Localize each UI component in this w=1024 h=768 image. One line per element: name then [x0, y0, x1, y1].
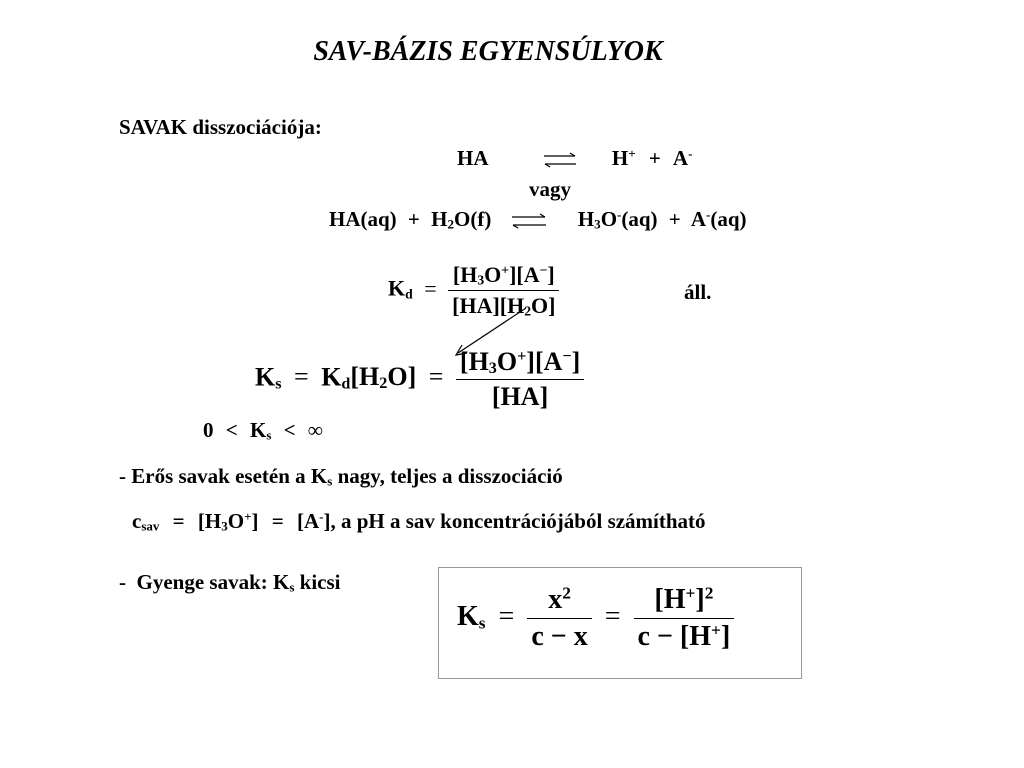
kd-denominator: $[HA][H_2O]$: [452, 293, 556, 319]
eq2-plus2: +: [668, 207, 681, 231]
ks-eq2: =: [428, 362, 444, 392]
ks-range: $0 < K_s$ < ∞: [203, 418, 323, 443]
section-heading: SAVAK disszociációja:: [119, 115, 322, 139]
kd-sub: d: [405, 286, 413, 302]
equilibrium-arrow-icon: [543, 152, 577, 168]
weak-acids-text: - Gyenge savak: $K_s$ kicsi: [119, 570, 341, 595]
or-word: vagy: [529, 177, 571, 201]
eq2-aq2: (aq): [710, 207, 747, 231]
strong-acids-text: - Erős savak esetén a $K_s$ nagy, teljes a disszociáció: [119, 464, 563, 489]
ks-formula: [255, 347, 584, 412]
ks-numerator: $[H_3O^+][A^-]$: [456, 347, 584, 380]
weak-acid-formula: $K_s$ = $\frac{x^2}{c - x}$ = $\frac{[H^+]^2}{c - [H^+]}$: [457, 584, 734, 653]
eq2-ha: HA(aq): [329, 207, 397, 231]
eq2-three: 3: [594, 216, 601, 232]
eq2-o: O: [600, 207, 618, 231]
eq2-h3: H: [577, 207, 595, 231]
eq1-h: H: [611, 146, 629, 170]
eq1-a: A: [672, 146, 689, 170]
eq1-a-charge: -: [688, 145, 693, 161]
eq2-charge1: -: [617, 206, 622, 222]
ks-fraction: [456, 347, 584, 412]
ks-sub: s: [275, 375, 282, 393]
ks-water: $[H_2O]$: [350, 362, 417, 393]
csav-equation: $c_{sav} = [H_3O^+] = [A^-]$, a pH a sav koncentrációjából számítható: [132, 508, 706, 534]
eq2-a: A: [690, 207, 707, 231]
weak-acid-equation-box: [438, 567, 802, 679]
ks-k: K: [255, 362, 276, 392]
kd-numerator: $[H_3O^+][A^-]$: [448, 262, 559, 291]
ks-eq: =: [294, 362, 309, 392]
eq2-aq1: (aq): [621, 207, 658, 231]
eq1-h-charge: +: [628, 145, 636, 161]
equilibrium-arrow-icon: [511, 213, 547, 229]
ks-denominator: [HA]: [491, 382, 549, 411]
equation-aqueous: [329, 207, 747, 232]
eq2-two: 2: [447, 216, 454, 232]
eq1-ha: HA: [457, 146, 488, 170]
kd-k: K: [388, 275, 406, 301]
eq1-plus: +: [648, 146, 661, 170]
eq2-charge2: -: [706, 206, 711, 222]
eq2-of: O(f): [454, 207, 492, 231]
constant-label: áll.: [684, 280, 712, 304]
box-fraction-1: $\frac{x^2}{c - x}$: [527, 584, 591, 653]
kd-eq: =: [424, 275, 437, 301]
page-title: SAV-BÁZIS EGYENSÚLYOK: [313, 36, 663, 67]
box-fraction-2: $\frac{[H^+]^2}{c - [H^+]}$: [634, 584, 735, 653]
eq2-h: H: [431, 207, 448, 231]
eq2-plus1: +: [407, 207, 420, 231]
ks-kd-sub: d: [341, 375, 351, 393]
equation-dissociation: [457, 146, 692, 171]
ks-kd: K: [321, 362, 342, 392]
